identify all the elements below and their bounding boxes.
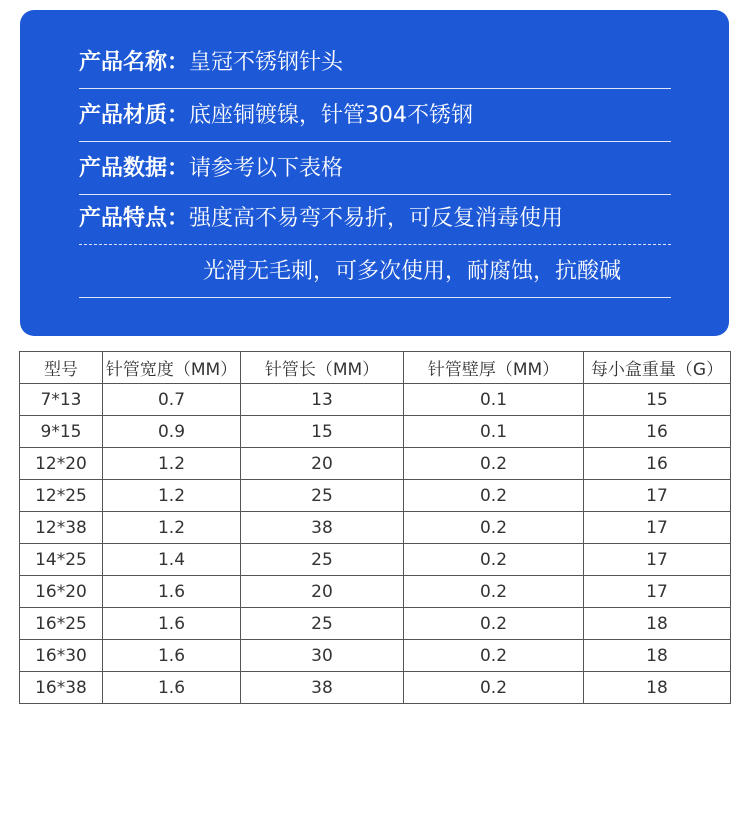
cell-weight: 16 xyxy=(584,448,731,480)
cell-wall: 0.2 xyxy=(404,544,584,576)
info-label: 产品材质： xyxy=(79,102,190,128)
header-width: 针管宽度（MM） xyxy=(103,352,241,384)
table-row xyxy=(20,672,731,704)
header-model: 型号 xyxy=(20,352,103,384)
info-label: 产品特点： xyxy=(79,205,190,231)
info-row-material xyxy=(79,90,671,142)
table-row xyxy=(20,512,731,544)
table-row xyxy=(20,576,731,608)
table-row xyxy=(20,608,731,640)
cell-width: 0.9 xyxy=(103,416,241,448)
info-row-features xyxy=(79,193,671,245)
cell-weight: 17 xyxy=(584,576,731,608)
cell-wall: 0.1 xyxy=(404,416,584,448)
cell-weight: 17 xyxy=(584,544,731,576)
info-value: 光滑无毛刺，可多次使用，耐腐蚀，抗酸碱 xyxy=(203,258,622,284)
header-length: 针管长（MM） xyxy=(241,352,404,384)
table-row xyxy=(20,544,731,576)
header-weight: 每小盒重量（G） xyxy=(584,352,731,384)
cell-width: 1.6 xyxy=(103,608,241,640)
cell-weight: 18 xyxy=(584,608,731,640)
cell-weight: 16 xyxy=(584,416,731,448)
spec-table xyxy=(19,351,731,704)
product-info-panel xyxy=(20,10,729,336)
info-value: 皇冠不锈钢针头 xyxy=(189,49,344,75)
cell-model: 16*30 xyxy=(20,640,103,672)
cell-model: 12*38 xyxy=(20,512,103,544)
cell-width: 1.2 xyxy=(103,480,241,512)
cell-weight: 18 xyxy=(584,672,731,704)
cell-weight: 17 xyxy=(584,480,731,512)
cell-length: 25 xyxy=(241,544,404,576)
cell-wall: 0.2 xyxy=(404,672,584,704)
cell-width: 1.6 xyxy=(103,672,241,704)
cell-model: 12*25 xyxy=(20,480,103,512)
cell-wall: 0.2 xyxy=(404,448,584,480)
cell-wall: 0.2 xyxy=(404,608,584,640)
info-row-features-continued xyxy=(79,246,671,298)
cell-wall: 0.1 xyxy=(404,384,584,416)
cell-model: 9*15 xyxy=(20,416,103,448)
cell-width: 1.2 xyxy=(103,448,241,480)
cell-wall: 0.2 xyxy=(404,640,584,672)
cell-model: 16*20 xyxy=(20,576,103,608)
cell-wall: 0.2 xyxy=(404,576,584,608)
cell-wall: 0.2 xyxy=(404,480,584,512)
table-header-row xyxy=(20,352,731,384)
info-label: 产品数据： xyxy=(79,155,190,181)
cell-model: 14*25 xyxy=(20,544,103,576)
cell-weight: 17 xyxy=(584,512,731,544)
cell-model: 12*20 xyxy=(20,448,103,480)
cell-length: 25 xyxy=(241,480,404,512)
info-row-data xyxy=(79,143,671,195)
cell-length: 25 xyxy=(241,608,404,640)
info-value: 底座铜镀镍，针管304不锈钢 xyxy=(189,102,474,128)
cell-model: 7*13 xyxy=(20,384,103,416)
info-label: 产品名称： xyxy=(79,49,190,75)
cell-weight: 18 xyxy=(584,640,731,672)
cell-wall: 0.2 xyxy=(404,512,584,544)
info-row-name xyxy=(79,37,671,89)
table-row xyxy=(20,640,731,672)
header-wall: 针管壁厚（MM） xyxy=(404,352,584,384)
cell-length: 38 xyxy=(241,512,404,544)
cell-weight: 15 xyxy=(584,384,731,416)
info-value: 请参考以下表格 xyxy=(189,155,344,181)
cell-length: 13 xyxy=(241,384,404,416)
cell-model: 16*25 xyxy=(20,608,103,640)
cell-width: 1.6 xyxy=(103,640,241,672)
table-row xyxy=(20,384,731,416)
cell-width: 1.6 xyxy=(103,576,241,608)
table-row xyxy=(20,416,731,448)
cell-width: 1.4 xyxy=(103,544,241,576)
cell-length: 20 xyxy=(241,576,404,608)
cell-width: 1.2 xyxy=(103,512,241,544)
cell-length: 38 xyxy=(241,672,404,704)
cell-length: 30 xyxy=(241,640,404,672)
cell-model: 16*38 xyxy=(20,672,103,704)
table-row xyxy=(20,480,731,512)
table-row xyxy=(20,448,731,480)
cell-width: 0.7 xyxy=(103,384,241,416)
cell-length: 20 xyxy=(241,448,404,480)
cell-length: 15 xyxy=(241,416,404,448)
info-value: 强度高不易弯不易折，可反复消毒使用 xyxy=(189,205,564,231)
